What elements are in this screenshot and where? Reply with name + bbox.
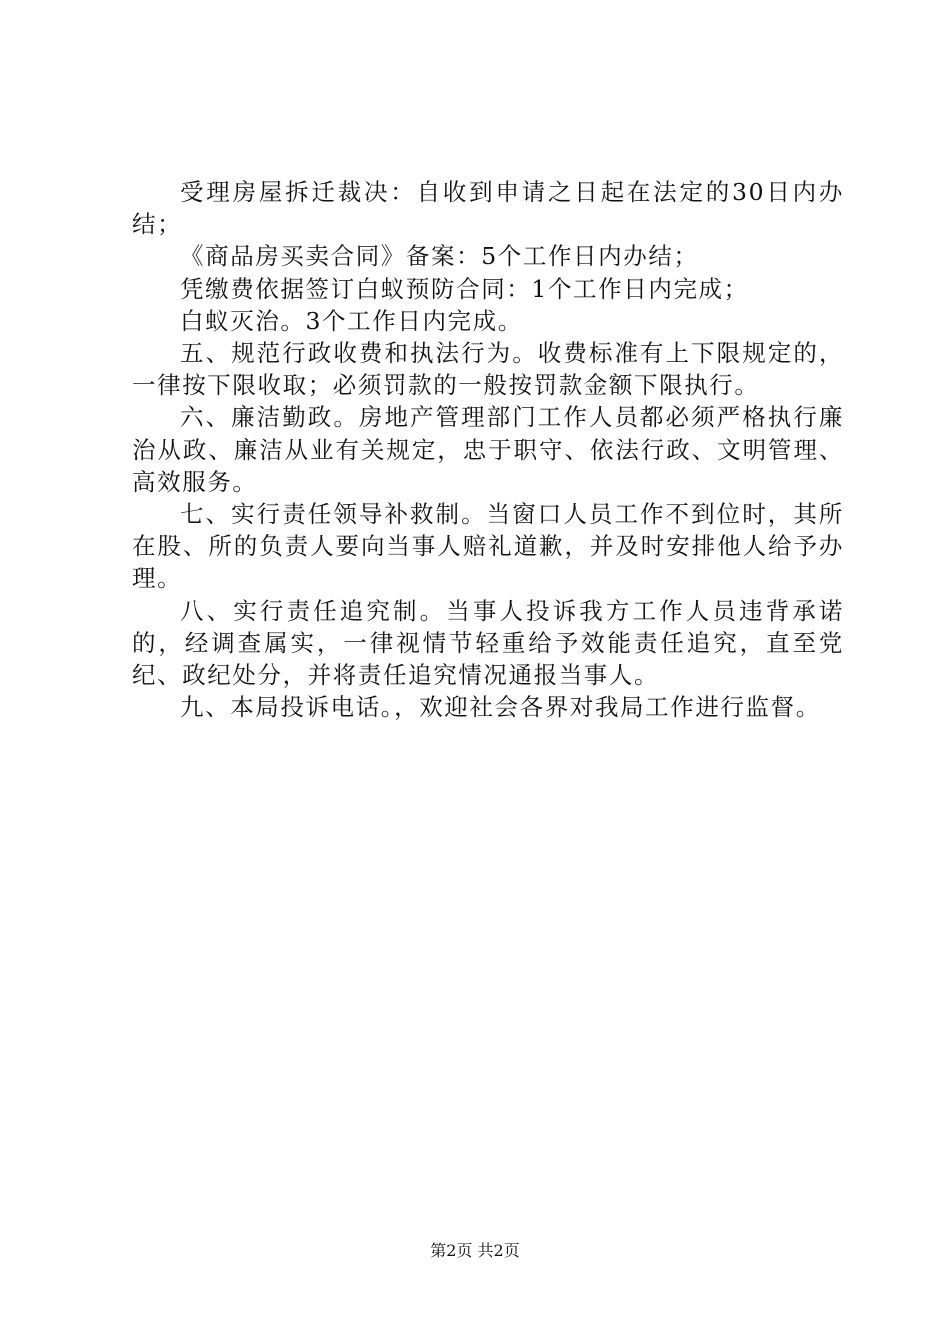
- paragraph-item-seven: 七、实行责任领导补救制。当窗口人员工作不到位时，其所在股、所的负责人要向当事人赔礼道歉，并及时安排他人给予办理。: [132, 500, 844, 593]
- paragraph-termite-treatment: 白蚁灭治。3个工作日内完成。: [180, 306, 523, 335]
- paragraph-termite-prevention-contract: 凭缴费依据签订白蚁预防合同：1个工作日内完成；: [180, 274, 749, 303]
- paragraph-item-six: 六、廉洁勤政。房地产管理部门工作人员都必须严格执行廉治从政、廉洁从业有关规定，忠于职守、依法行政、文明管理、高效服务。: [132, 403, 844, 496]
- document-body: [132, 176, 844, 723]
- page-footer: [0, 1240, 950, 1262]
- page-number: 第2页 共2页: [430, 1241, 520, 1260]
- paragraph-contract-filing: 《商品房买卖合同》备案：5个工作日内办结；: [180, 242, 699, 271]
- paragraph-demolition-ruling: 受理房屋拆迁裁决：自收到申请之日起在法定的30日内办结；: [132, 178, 844, 239]
- paragraph-item-five: 五、规范行政收费和执法行为。收费标准有上下限规定的，一律按下限收取；必须罚款的一般按罚款金额下限执行。: [132, 339, 844, 400]
- paragraph-item-eight: 八、实行责任追究制。当事人投诉我方工作人员违背承诺的，经调查属实，一律视情节轻重给予效能责任追究，直至党纪、政纪处分，并将责任追究情况通报当事人。: [132, 596, 844, 690]
- paragraph-item-nine: 九、本局投诉电话。，欢迎社会各界对我局工作进行监督。: [180, 693, 821, 722]
